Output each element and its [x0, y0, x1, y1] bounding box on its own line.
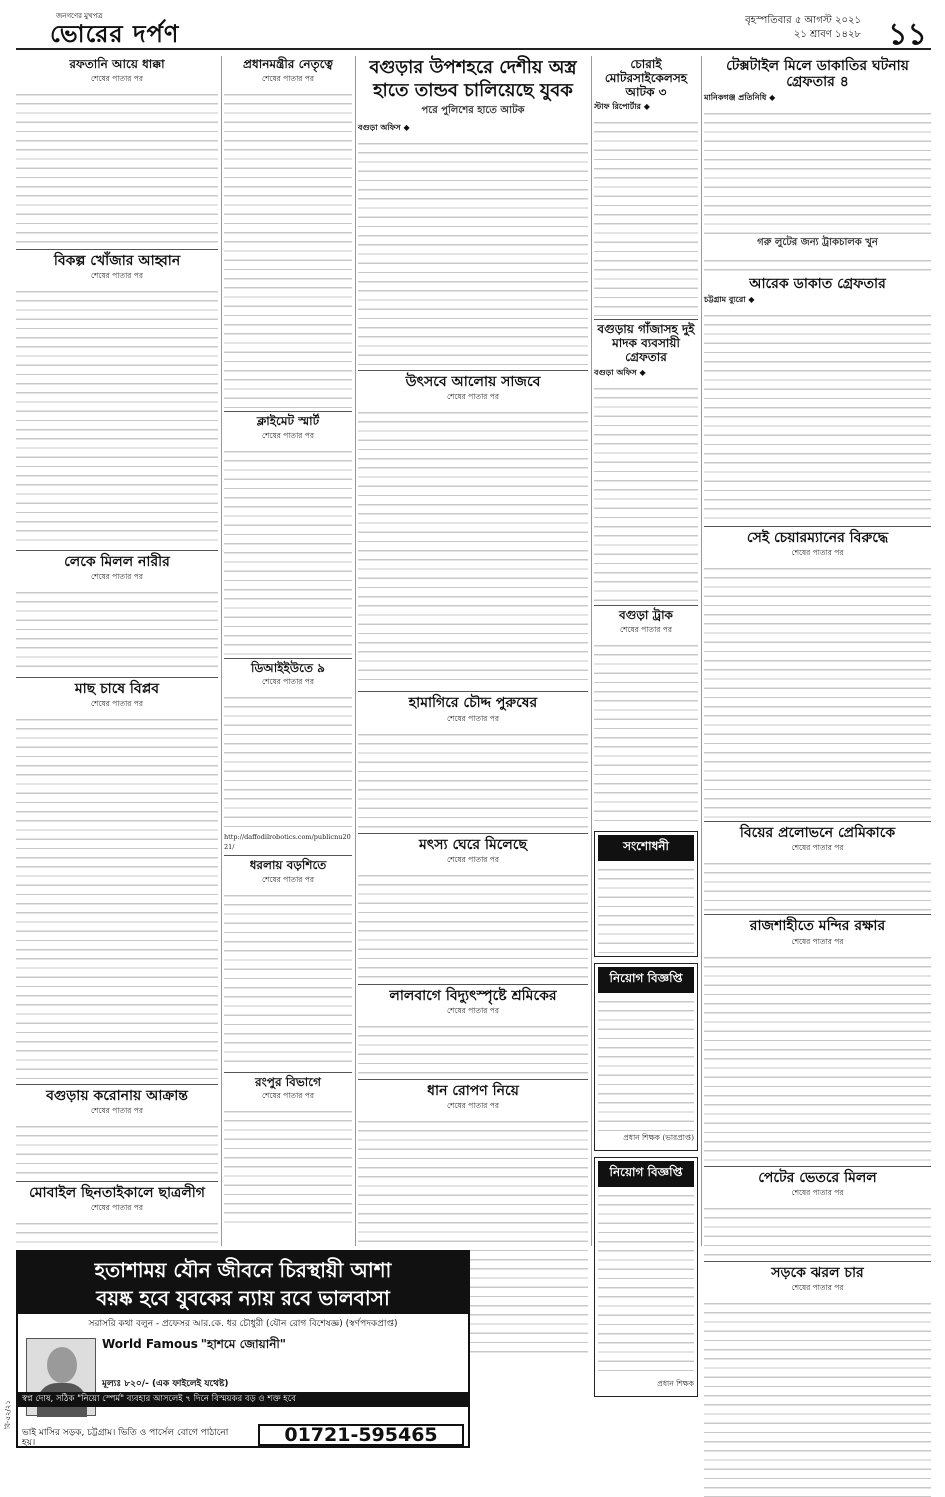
- issue-date: [745, 14, 861, 42]
- article-body: [704, 309, 931, 523]
- article-body: [594, 382, 698, 602]
- continuation-note: শেষের পাতার পর: [91, 571, 143, 581]
- column-4: [594, 56, 698, 1388]
- continuation-note: শেষের পাতার পর: [791, 843, 844, 853]
- column-1: [16, 56, 218, 1246]
- notice-signature: প্রধান শিক্ষক (ভারপ্রাপ্ত): [623, 1132, 694, 1142]
- article-headline: আরেক ডাকাত গ্রেফতার: [749, 276, 886, 293]
- date-bangla: ২১ শ্রাবণ ১৪২৮: [793, 29, 861, 40]
- ad-price: মূল্যঃ ৮২০/- (এক ফাইলেই যথেষ্ট): [102, 1379, 229, 1389]
- article-headline: রফতানি আয়ে ধাক্কা: [69, 57, 165, 71]
- byline: মানিকগঞ্জ প্রতিনিধি ◆: [704, 92, 776, 103]
- continuation-note: শেষের পাতার পর: [447, 1100, 499, 1110]
- article-body: [358, 728, 588, 830]
- continuation-note: শেষের পাতার পর: [91, 1203, 143, 1213]
- article-body: [594, 116, 698, 316]
- byline: বগুড়া অফিস ◆: [358, 122, 410, 133]
- ad-headline-1: হতাশাময় যৌন জীবনে চিরস্থায়ী আশা: [18, 1252, 468, 1284]
- article-headline: বিকল্প খোঁজার আহ্বান: [53, 252, 181, 269]
- correction-heading: সংশোধনী: [598, 835, 694, 861]
- ad-phone-number[interactable]: 01721-595465: [258, 1424, 464, 1446]
- article-headline: চোরাই মোটরসাইকেলসহ আটক ৩: [604, 57, 688, 99]
- continuation-note: শেষের পাতার পর: [91, 699, 143, 709]
- continuation-note: শেষের পাতার পর: [447, 713, 499, 723]
- job-notice-heading: নিয়োগ বিজ্ঞপ্তি: [598, 967, 694, 993]
- article-headline: বিয়ের প্রলোভনে প্রেমিকাকে: [739, 825, 896, 842]
- article-headline: ডিআইইউতে ৯: [251, 660, 325, 675]
- article-headline: বগুড়ায় করোনায় আক্রান্ত: [46, 1088, 188, 1105]
- article-headline: টেক্সটাইল মিলে ডাকাতির ঘটনায় গ্রেফতার ৪: [726, 58, 909, 91]
- ad-offer-strip: স্বপ্ন দোষ, সঠিক "নিয়ো স্পের্ম" ব্যবহার আসলেই ৭ দিনে বিস্ময়কর বড় ও শক্ত হবে: [18, 1392, 468, 1407]
- column-2: [224, 56, 352, 1246]
- continuation-note: শেষের পাতার পর: [791, 1187, 844, 1197]
- lead-headline-line1: বগুড়ার উপশহরে দেশীয় অস্ত্র: [369, 57, 577, 78]
- article-headline: পেটের ভেতরে মিলল: [758, 1169, 877, 1186]
- lead-kicker: পরে পুলিশের হাতে আটক: [421, 105, 525, 117]
- advertisement: [16, 1250, 470, 1448]
- article-headline: বগুড়ায় গাঁজাসহ দুই মাদক ব্যবসায়ী গ্রেফতার: [597, 322, 695, 364]
- article-headline: বগুড়া ট্রাক: [619, 607, 673, 622]
- article-body: [16, 285, 218, 547]
- byline: স্টাফ রিপোর্টার ◆: [594, 101, 650, 112]
- article-headline: সেই চেয়ারম্যানের বিরুদ্ধে: [746, 530, 889, 547]
- byline: বগুড়া অফিস ◆: [594, 366, 646, 377]
- article-headline: ধান রোপণ নিয়ে: [427, 1082, 519, 1099]
- article-headline: লালবাগে বিদ্যুৎস্পৃষ্টে শ্রমিকের: [389, 987, 557, 1004]
- article-headline: সড়কে ঝরল চার: [771, 1264, 864, 1281]
- column-divider: [355, 56, 356, 1246]
- continuation-note: শেষের পাতার পর: [262, 874, 314, 884]
- article-headline: রাজশাহীতে মন্দির রক্ষার: [749, 918, 886, 935]
- ad-tagline: সরাসরি কথা বলুন - প্রফেসর আর.কে. ধর চৌধুরী (যৌন রোগ বিশেষজ্ঞ) (স্বর্ণপদকপ্রাপ্ত): [88, 1319, 398, 1329]
- correction-body: [598, 863, 694, 953]
- article-headline: প্রধানমন্ত্রীর নেতৃত্বে: [243, 57, 333, 71]
- article-headline: মাছ চাষে বিপ্লব: [74, 680, 160, 697]
- continuation-note: শেষের পাতার পর: [91, 73, 143, 83]
- article-body: [16, 586, 218, 674]
- article-headline: উৎসবে আলোয় সাজবে: [405, 374, 541, 391]
- notice-signature: প্রধান শিক্ষক: [657, 1378, 694, 1388]
- continuation-note: শেষের পাতার পর: [791, 936, 844, 946]
- column-divider: [701, 56, 702, 1246]
- continuation-note: শেষের পাতার পর: [91, 1106, 143, 1116]
- article-body: [16, 713, 218, 1081]
- continuation-note: শেষের পাতার পর: [262, 677, 314, 687]
- job-notice-body: [598, 1189, 694, 1379]
- logo-text: ভোরের দর্পণ: [50, 20, 180, 48]
- masthead: [16, 8, 931, 50]
- article-body: [358, 869, 588, 981]
- continuation-note: শেষের পাতার পর: [262, 430, 314, 440]
- page-number: ১১: [888, 17, 927, 52]
- continuation-note: শেষের পাতার পর: [791, 548, 844, 558]
- article-headline: হামাগিরে চৌদ্দ পুরুষের: [408, 695, 538, 712]
- job-notice-2: [594, 1157, 698, 1397]
- job-notice-body: [598, 995, 694, 1133]
- continuation-note: শেষের পাতার পর: [447, 392, 499, 402]
- article-body: [704, 107, 931, 235]
- article-body: [704, 254, 931, 274]
- column-divider: [221, 56, 222, 1246]
- job-notice-heading: নিয়োগ বিজ্ঞপ্তি: [598, 1161, 694, 1187]
- ad-code: বি-৫২/২১: [4, 1400, 12, 1429]
- date-gregorian: বৃহস্পতিবার ৫ আগস্ট ২০২১: [745, 15, 861, 26]
- continuation-note: শেষের পাতার পর: [262, 1091, 314, 1101]
- continuation-note: শেষের পাতার পর: [447, 854, 499, 864]
- article-headline: ক্লাইমেট স্মার্ট: [256, 413, 320, 428]
- ad-headline-2: বয়ষ্ক হবে যুবকের ন্যায় রবে ভালবাসা: [18, 1284, 468, 1314]
- article-body: [704, 857, 931, 911]
- article-body: [358, 1020, 588, 1076]
- continuation-note: শেষের পাতার পর: [91, 270, 143, 280]
- article-body: [224, 691, 352, 831]
- column-5: [704, 56, 931, 1446]
- article-headline: ধরলায় বড়শিতে: [249, 857, 327, 872]
- article-body: [224, 889, 352, 1069]
- article-headline: মৎস্য ঘেরে মিলেছে: [419, 836, 527, 853]
- sub-headline: গরু লুটের জন্য ট্রাকচালক খুন: [757, 237, 878, 249]
- ad-address: ভাই মাসির সড়ক, চট্টগ্রাম। ভিতি ও পার্সেল বোগে পাঠানো হয়।: [22, 1428, 229, 1448]
- article-body: [358, 406, 588, 688]
- article-body: [16, 88, 218, 246]
- job-notice-1: [594, 963, 698, 1151]
- lead-headline-line2: হাতে তান্ডব চালিয়েছে যুবক: [373, 79, 573, 101]
- continuation-note: শেষের পাতার পর: [262, 73, 314, 83]
- column-divider: [591, 56, 592, 1246]
- article-body: [594, 639, 698, 827]
- logo-tagline: জনগণের মুখপত্র: [56, 12, 103, 20]
- ad-product-block: [102, 1338, 466, 1390]
- article-body: [224, 88, 352, 408]
- continuation-note: শেষের পাতার পর: [620, 624, 672, 634]
- article-body: [224, 1105, 352, 1225]
- registration-link[interactable]: http://daffodilrobotics.com/publicnu2021/: [224, 833, 351, 851]
- article-headline: লেকে মিলল নারীর: [64, 553, 170, 570]
- article-headline: রংপুর বিভাগে: [255, 1074, 321, 1089]
- article-body: [704, 1297, 931, 1497]
- article-body: [16, 1120, 218, 1178]
- article-headline: মোবাইল ছিনতাইকালে ছাত্রলীগ: [29, 1185, 205, 1202]
- continuation-note: শেষের পাতার পর: [447, 1005, 499, 1015]
- ad-product-name: "হাশমে জোয়ানী": [200, 1337, 287, 1351]
- article-body: [358, 137, 588, 367]
- newspaper-logo: [34, 10, 194, 48]
- article-body: [704, 1202, 931, 1258]
- continuation-note: শেষের পাতার পর: [791, 1282, 844, 1292]
- article-body: [704, 951, 931, 1163]
- article-body: [224, 445, 352, 655]
- correction-box: [594, 831, 698, 957]
- column-3: [358, 56, 588, 1246]
- byline: চট্টগ্রাম ব্যুরো ◆: [704, 294, 755, 305]
- article-body: [704, 562, 931, 818]
- ad-world-famous: World Famous: [102, 1337, 198, 1351]
